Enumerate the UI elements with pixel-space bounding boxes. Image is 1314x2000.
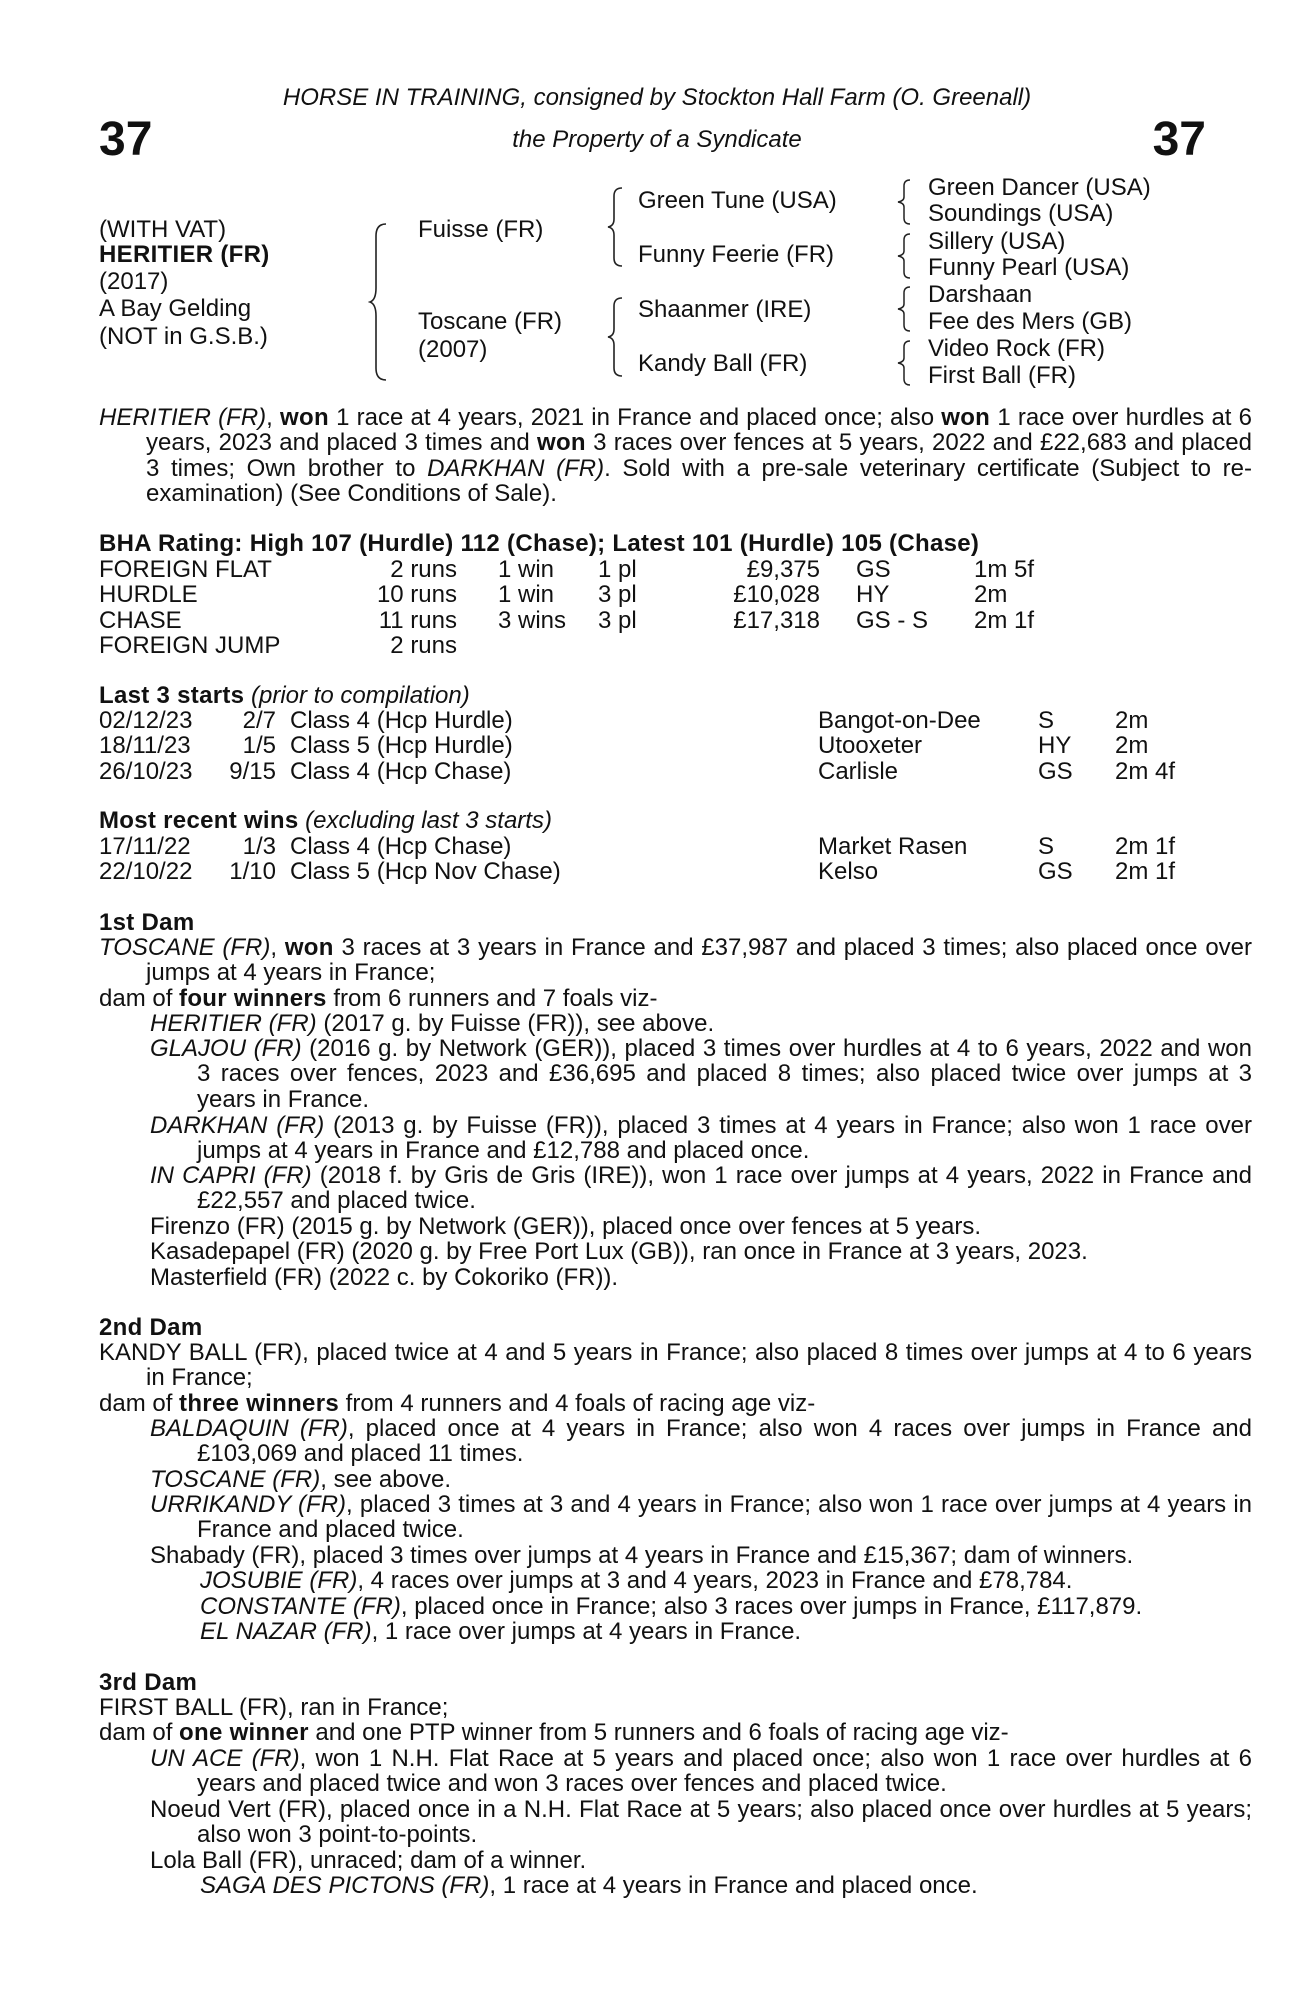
dam1-produce-2: GLAJOU (FR) (2016 g. by Network (GER)), placed 3 times over hurdles at 4 to 6 years, 2022 and won 3 races over fences, 2023 and £36,695 and placed 8 times; also placed twice over jumps at 3 years in France. [150,1035,1252,1113]
gen3-sdd: Funny Pearl (USA) [928,254,1130,281]
gsb-note: (NOT in G.S.B.) [99,323,268,350]
dam2-produce-2: TOSCANE (FR), see above. [150,1466,451,1493]
dam1-produce-5: Firenzo (FR) (2015 g. by Network (GER)), placed once over fences at 5 years. [150,1213,981,1240]
dam1-record: TOSCANE (FR), won 3 races at 3 years in France and £37,987 and placed 3 times; also placed once over jumps at 4 years in France; [99,934,1253,987]
bha-distance: 1m 5f [974,556,1035,583]
race-position: 1/3 [242,833,276,860]
race-going: GS [1038,757,1073,785]
gen3-sss: Green Dancer (USA) [928,174,1151,201]
bha-race-type: FOREIGN FLAT [99,556,272,583]
race-class: Class 4 (Hcp Chase) [290,833,512,860]
bha-prize-money: £17,318 [733,606,820,634]
horse-name: HERITIER (FR) [99,241,270,268]
race-date: 22/10/22 [99,858,193,886]
dam-sire: Shaanmer (IRE) [638,296,812,323]
gen3-brace-3 [896,285,914,333]
gen3-sds: Sillery (USA) [928,228,1066,255]
bha-placed: 3 pl [598,606,637,634]
dam: Toscane (FR) [418,308,563,335]
bha-going: GS - S [856,606,929,634]
dam1-produce-3: DARKHAN (FR) (2013 g. by Fuisse (FR)), placed 3 times at 4 years in France; also won 1 race over jumps at 4 years in France and £12,788 and placed once. [150,1112,1252,1165]
dam3-heading: 3rd Dam [99,1669,198,1696]
gen3-dsd: Fee des Mers (GB) [928,308,1133,335]
bha-rating: BHA Rating: High 107 (Hurdle) 112 (Chase); Latest 101 (Hurdle) 105 (Chase) [99,530,980,557]
race-distance: 2m [1115,707,1149,734]
race-class: Class 4 (Hcp Chase) [290,757,512,785]
bha-wins: 1 win [498,556,555,583]
dam2-produce-summary: dam of three winners from 4 runners and 4 foals of racing age viz- [99,1390,816,1417]
dam3-record: FIRST BALL (FR), ran in France; [99,1694,449,1721]
dam2-produce-3: URRIKANDY (FR), placed 3 times at 3 and 4 years in France; also won 1 race over jumps at 4 years in France and placed twice. [150,1491,1253,1544]
bha-runs: 2 runs [390,556,457,583]
dam3-grandproduce-1: SAGA DES PICTONS (FR), 1 race at 4 years in France and placed once. [200,1872,978,1899]
bha-runs: 11 runs [378,606,457,634]
bha-wins: 3 wins [498,606,567,634]
race-distance: 2m [1115,732,1149,760]
dam3-produce-3: Lola Ball (FR), unraced; dam of a winner. [150,1847,587,1874]
dam2-produce-4: Shabady (FR), placed 3 times over jumps at 4 years in France and £15,367; dam of winners. [150,1542,1134,1569]
dam3-produce-summary: dam of one winner and one PTP winner from 5 runners and 6 foals of racing age viz- [99,1719,1009,1746]
sire-sire: Green Tune (USA) [638,187,837,214]
bha-placed: 3 pl [598,581,637,609]
race-position: 9/15 [229,757,276,785]
dam1-produce-7: Masterfield (FR) (2022 c. by Cokoriko (FR)). [150,1264,619,1291]
race-date: 18/11/23 [99,732,191,760]
bha-prize-money: £9,375 [746,556,820,583]
dam-parents-brace [606,296,626,378]
dam3-produce-2: Noeud Vert (FR), placed once in a N.H. Flat Race at 5 years; also placed once over hurdles at 5 years; also won 3 point-to-points. [150,1796,1252,1849]
race-course: Kelso [818,858,879,886]
dam-dam: Kandy Ball (FR) [638,350,808,377]
dam2-grandproduce-1: JOSUBIE (FR), 4 races over jumps at 3 and 4 years, 2023 in France and £78,784. [200,1567,1073,1594]
last3-heading: Last 3 starts (prior to compilation) [99,682,470,709]
bha-going: GS [856,556,891,583]
bha-distance: 2m 1f [974,606,1035,634]
race-distance: 2m 1f [1115,833,1176,860]
dam1-heading: 1st Dam [99,909,195,936]
lot-number-left: 37 [99,113,153,166]
gen3-ssd: Soundings (USA) [928,200,1114,227]
race-course: Bangot-on-Dee [818,707,981,734]
dam1-produce-summary: dam of four winners from 6 runners and 7 foals viz- [99,985,658,1012]
dam-year: (2007) [418,336,488,363]
bha-going: HY [856,581,890,609]
bha-race-type: FOREIGN JUMP [99,632,281,660]
horse-description: A Bay Gelding [99,295,252,322]
bha-race-type: HURDLE [99,581,198,609]
race-going: S [1038,707,1055,734]
race-going: HY [1038,732,1072,760]
sire-parents-brace [606,186,626,268]
race-position: 2/7 [242,707,276,734]
vat-note: (WITH VAT) [99,216,227,243]
horse-summary: HERITIER (FR), won 1 race at 4 years, 2021 in France and placed once; also won 1 race over hurdles at 6 years, 2023 and placed 3 times and won 3 races over fences at 5 years, 2022 and £22,683 and placed 3 times; Own brother to DARKHAN (FR). Sold with a pre-sale veterinary certificate (Subject to re-examination) (See Conditions of Sale). [99,404,1253,508]
race-course: Market Rasen [818,833,968,860]
bha-runs: 10 runs [376,581,457,609]
race-date: 26/10/23 [99,757,193,785]
sire-dam-brace [368,222,392,382]
bha-placed: 1 pl [598,556,637,583]
header-consignor: HORSE IN TRAINING, consigned by Stockton Hall Farm (O. Greenall) [282,84,1032,111]
gen3-dss: Darshaan [928,281,1033,308]
lot-number-right: 37 [1152,113,1206,166]
bha-wins: 1 win [498,581,555,609]
bha-prize-money: £10,028 [733,581,820,609]
dam1-produce-1: HERITIER (FR) (2017 g. by Fuisse (FR)), see above. [150,1010,715,1037]
race-going: GS [1038,858,1073,886]
dam2-record: KANDY BALL (FR), placed twice at 4 and 5 years in France; also placed 8 times over jumps at 4 to 6 years in France; [99,1339,1252,1392]
bha-race-type: CHASE [99,606,182,634]
dam1-produce-6: Kasadepapel (FR) (2020 g. by Free Port Lux (GB)), ran once in France at 3 years, 2023. [150,1238,1088,1265]
header-property: the Property of a Syndicate [512,126,802,153]
dam2-heading: 2nd Dam [99,1314,203,1341]
gen3-dds: Video Rock (FR) [928,335,1105,362]
race-course: Utooxeter [818,732,923,760]
race-going: S [1038,833,1055,860]
race-class: Class 4 (Hcp Hurdle) [290,707,513,734]
race-distance: 2m 4f [1115,757,1176,785]
bha-distance: 2m [974,581,1008,609]
race-position: 1/5 [242,732,276,760]
bha-runs: 2 runs [390,632,457,660]
race-course: Carlisle [818,757,899,785]
dam2-grandproduce-3: EL NAZAR (FR), 1 race over jumps at 4 years in France. [200,1618,802,1645]
race-class: Class 5 (Hcp Hurdle) [290,732,513,760]
race-class: Class 5 (Hcp Nov Chase) [290,858,561,886]
race-distance: 2m 1f [1115,858,1176,886]
gen3-brace-2 [896,232,914,280]
sire: Fuisse (FR) [418,216,544,243]
sire-dam: Funny Feerie (FR) [638,241,835,268]
dam1-produce-4: IN CAPRI (FR) (2018 f. by Gris de Gris (IRE)), won 1 race over jumps at 4 years, 2022 in France and £22,557 and placed twice. [150,1162,1252,1215]
gen3-brace-4 [896,339,914,387]
dam2-grandproduce-2: CONSTANTE (FR), placed once in France; also 3 races over jumps in France, £117,879. [200,1593,1143,1620]
race-date: 17/11/22 [99,833,191,860]
gen3-brace-1 [896,178,914,226]
dam3-produce-1: UN ACE (FR), won 1 N.H. Flat Race at 5 years and placed once; also won 1 race over hurdles at 6 years and placed twice and won 3 races over fences and placed twice. [150,1745,1253,1798]
gen3-ddd: First Ball (FR) [928,362,1076,389]
race-date: 02/12/23 [99,707,193,734]
horse-year: (2017) [99,268,169,295]
dam2-produce-1: BALDAQUIN (FR), placed once at 4 years in France; also won 4 races over jumps in France and £103,069 and placed 11 times. [150,1415,1252,1468]
recent-wins-heading: Most recent wins (excluding last 3 starts) [99,807,552,834]
race-position: 1/10 [229,858,276,886]
